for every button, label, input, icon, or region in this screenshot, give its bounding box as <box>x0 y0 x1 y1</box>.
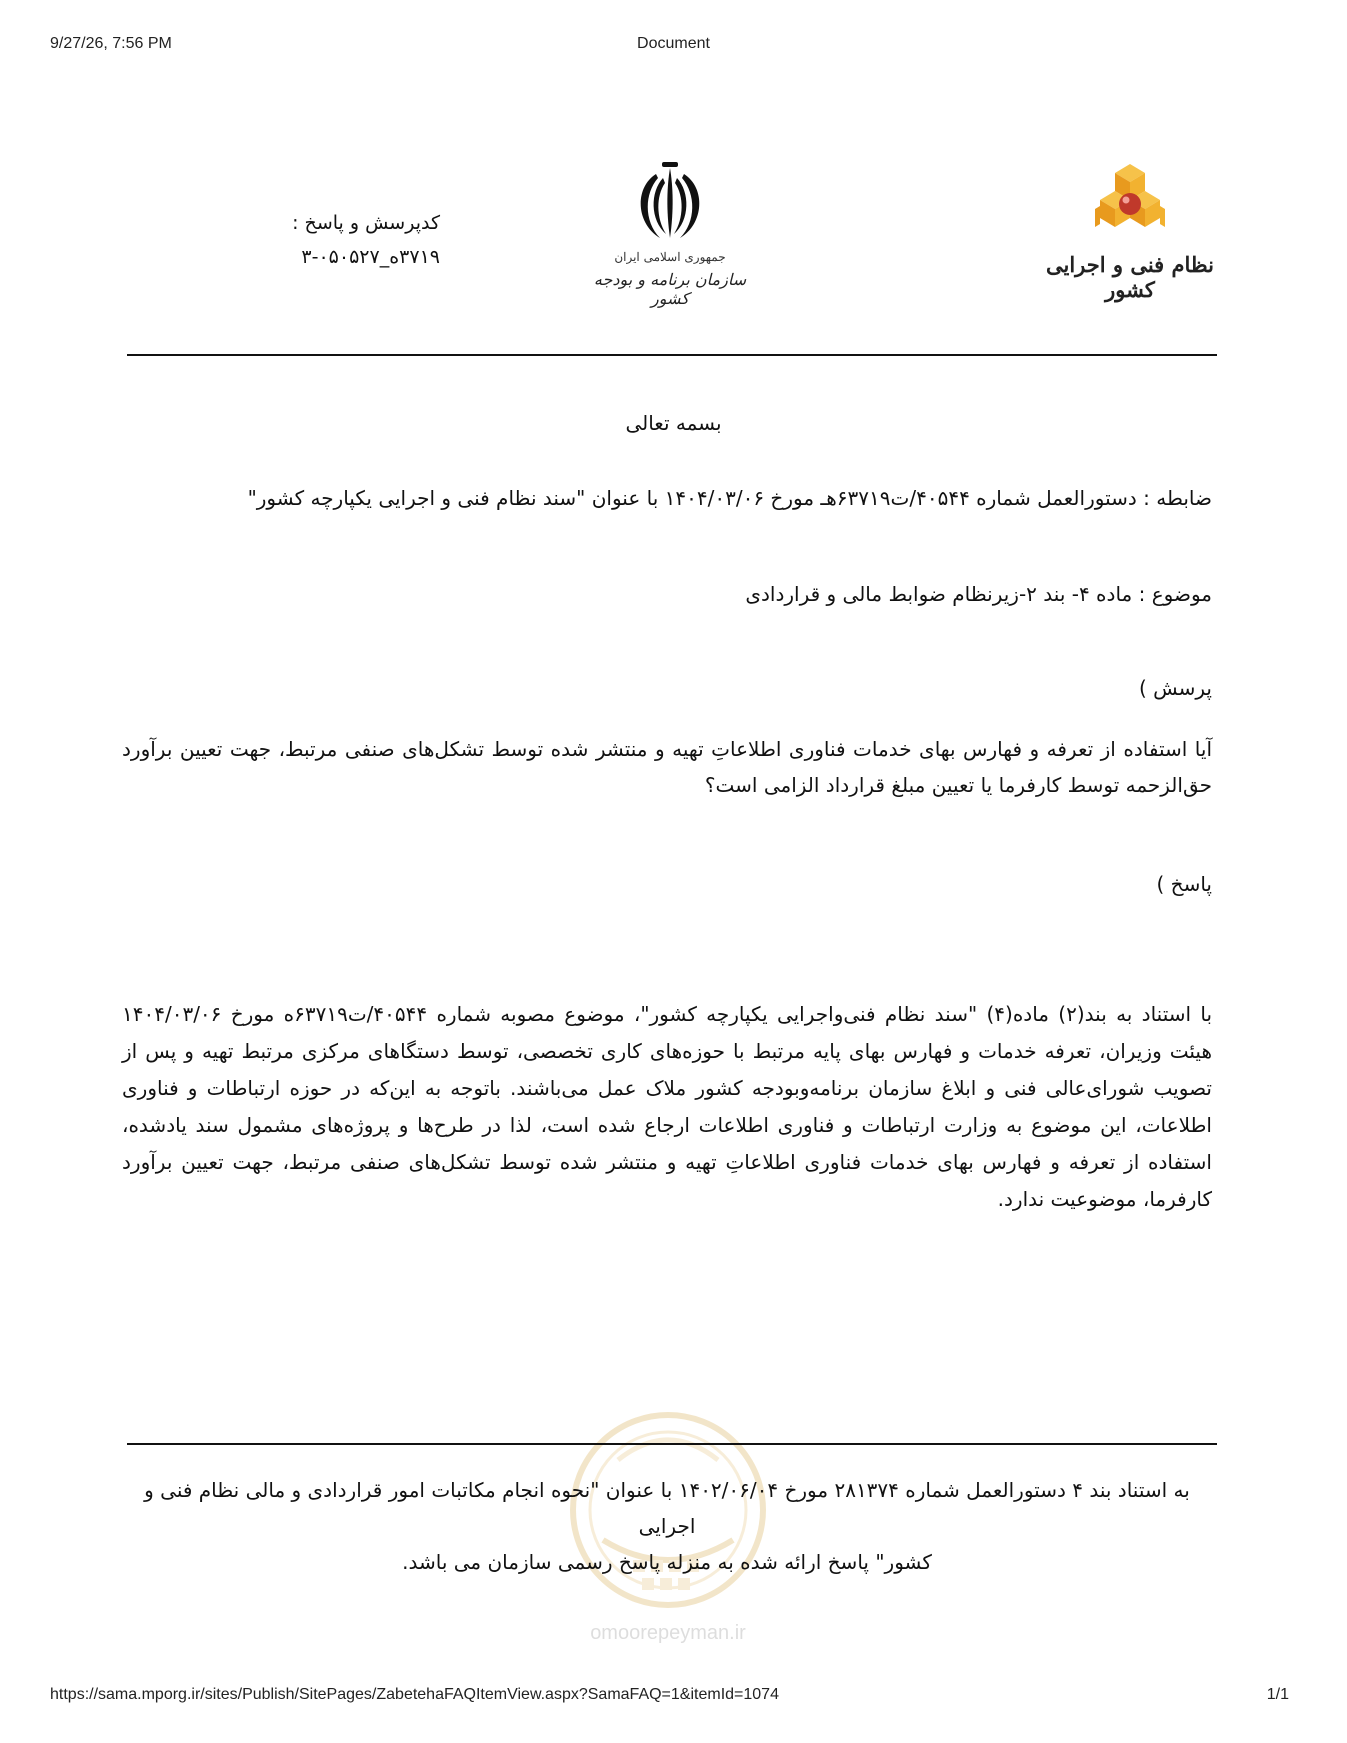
footer-note <box>122 1472 1212 1580</box>
question-code-block <box>230 206 440 274</box>
watermark-url-text: omoorepeyman.ir <box>590 1622 746 1644</box>
cubes-logo-icon <box>1040 160 1220 255</box>
iran-emblem-block <box>590 158 750 308</box>
print-datetime: 9/27/26, 7:56 PM <box>50 35 172 52</box>
criterion-line: ضابطه : دستورالعمل شماره ۴۰۵۴۴/ت۶۳۷۱۹هـ مورخ ۱۴۰۴/۰۳/۰۶ با عنوان "سند نظام فنی و اجرایی یکپارچه کشور" <box>247 486 1212 510</box>
emblem-organization-text: سازمان برنامه و بودجه کشور <box>593 270 747 308</box>
question-text: آیا استفاده از تعرفه و فهارس بهای خدمات فناوری اطلاعاتِ تهیه و منتشر شده توسط تشکل‌های صنفی مرتبط، جهت تعیین برآورد حق‌الزحمه توسط کارفرما یا تعیین مبلغ قرارداد الزامی است؟ <box>122 737 1212 797</box>
header-divider <box>127 354 1217 356</box>
footer-note-line1: به استناد بند ۴ دستورالعمل شماره ۲۸۱۳۷۴ مورخ ۱۴۰۲/۰۶/۰۴ با عنوان "نحوه انجام مکاتبات امور قراردادی و مالی نظام فنی و اجرایی <box>144 1478 1190 1538</box>
question-code-label: کدپرسش و پاسخ : <box>292 212 440 234</box>
footer-divider <box>127 1443 1217 1445</box>
print-page-number: 1/1 <box>1266 1686 1289 1703</box>
mporg-logo <box>1040 160 1220 320</box>
emblem-country-text: جمهوری اسلامی ایران <box>614 250 726 264</box>
answer-heading: پاسخ ) <box>1156 872 1212 896</box>
footer-note-line2: کشور" پاسخ ارائه شده به منزله پاسخ رسمی سازمان می باشد. <box>402 1550 932 1574</box>
basmala-heading: بسمه تعالی <box>625 411 722 435</box>
answer-text: با استناد به بند(۲) ماده(۴) "سند نظام فنی‌واجرایی یکپارچه کشور"، موضوع مصوبه شماره ۴۰۵۴۴/ت۶۳۷۱۹ه مورخ ۱۴۰۴/۰۳/۰۶ هیئت وزیران، تعرفه خدمات و فهارس بهای پایه مرتبط با حوزه‌های کاری تخصصی، توسط دستگاهای مرکزی مرتبط تهیه و پس از تصویب شورای‌عالی فنی و ابلاغ سازمان برنامه‌وبودجه کشور ملاک عمل می‌باشند. باتوجه به این‌که در حوزه ارتباطات و فناوری اطلاعات، این موضوع به وزارت ارتباطات و فناوری اطلاعات ارجاع شده است، لذا در طرح‌ها و پروژه‌های مشمول سند یادشده، استفاده از تعرفه و فهارس بهای خدمات فناوری اطلاعاتِ تهیه و منتشر شده توسط تشکل‌های صنفی مرتبط، جهت تعیین برآورد کارفرما، موضوعیت ندارد. <box>122 1002 1213 1211</box>
question-code-value: ۳۷۱۹ه_۰۵۰۵۲۷-۳ <box>301 246 440 268</box>
question-heading: پرسش ) <box>1138 676 1212 700</box>
iran-emblem-icon <box>620 158 720 248</box>
print-document-title: Document <box>637 35 710 52</box>
mporg-logo-text: نظام فنی و اجرایی کشور <box>1045 252 1214 302</box>
print-page-url: https://sama.mporg.ir/sites/Publish/SitePages/ZabetehaFAQItemView.aspx?SamaFAQ=1&itemId=1074 <box>50 1686 779 1703</box>
subject-line: موضوع : ماده ۴- بند ۲-زیرنظام ضوابط مالی و قراردادی <box>745 582 1212 606</box>
